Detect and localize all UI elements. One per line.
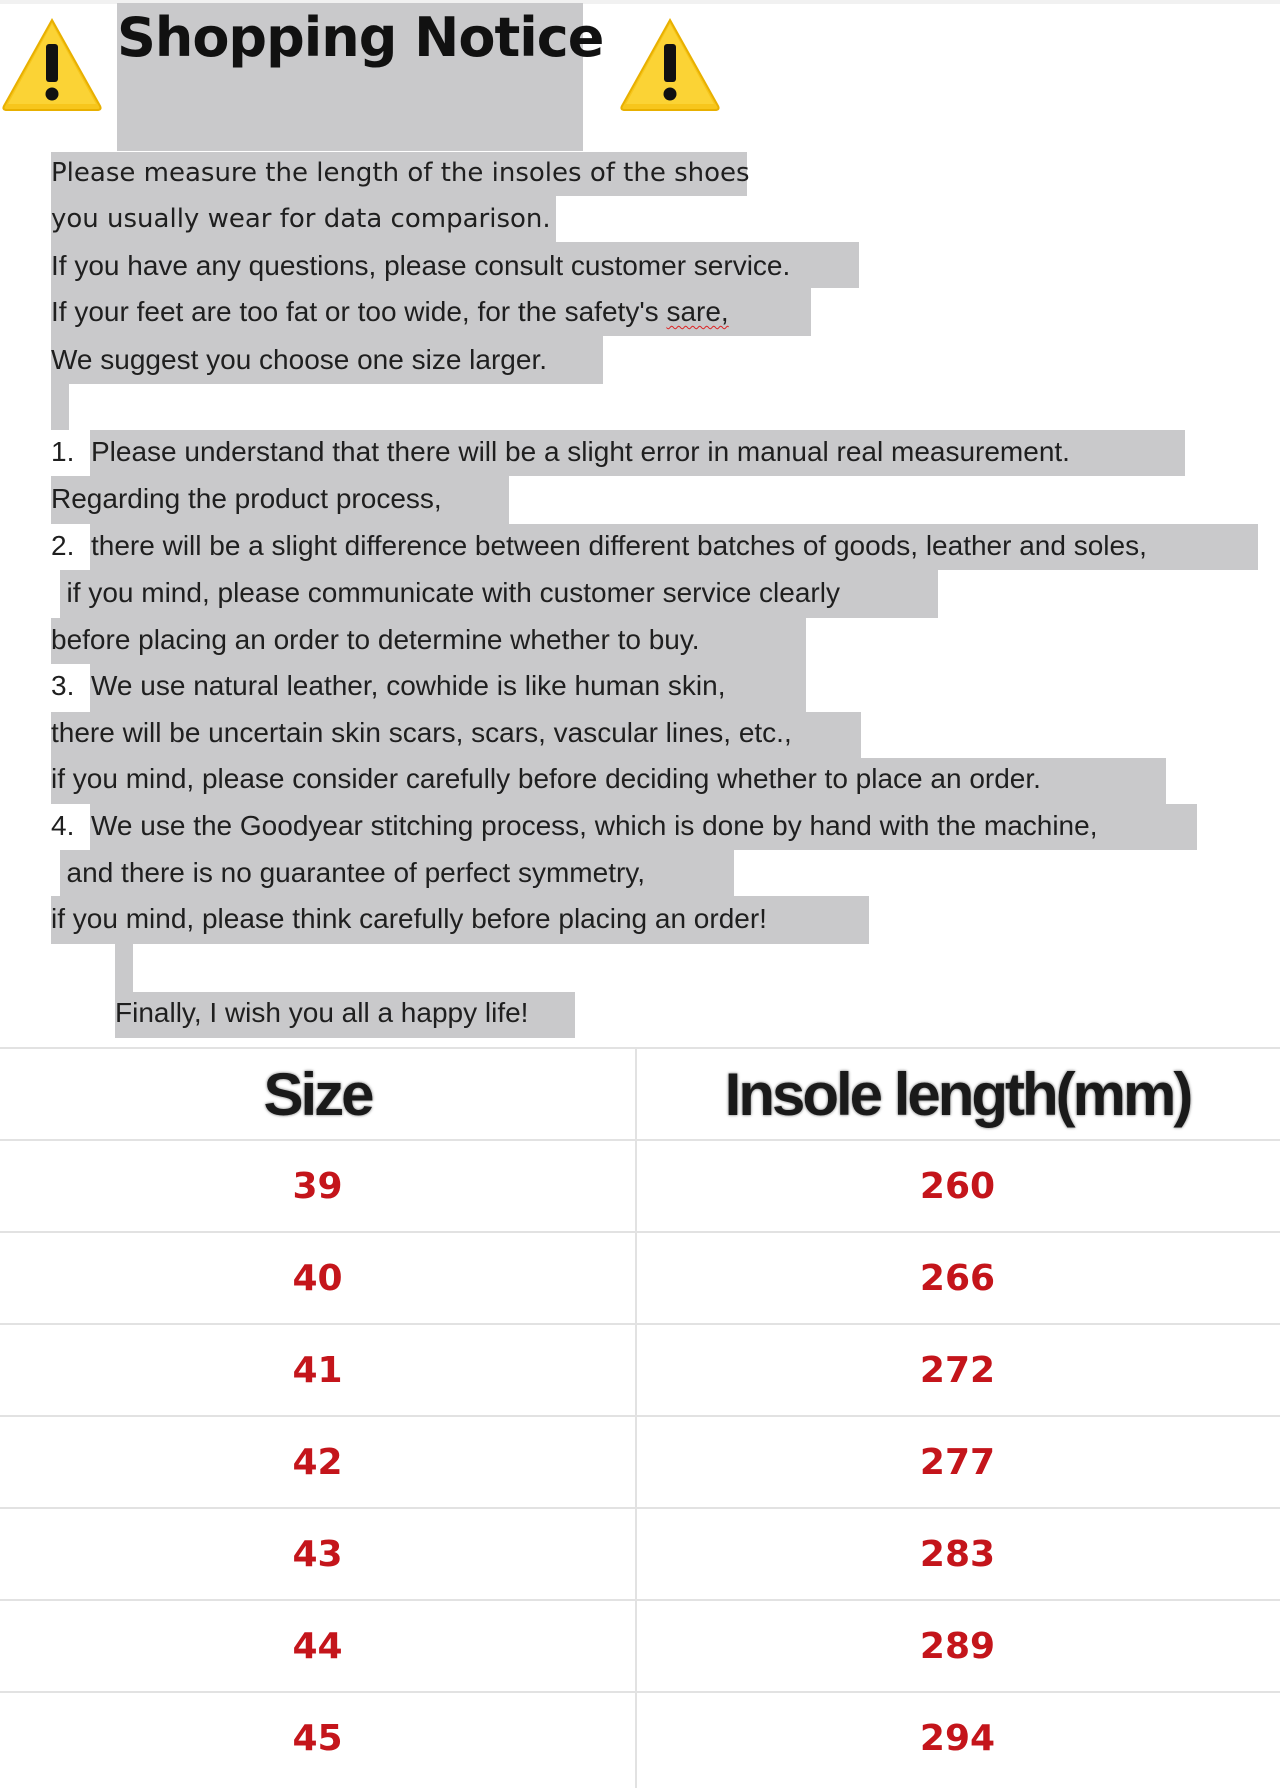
table-row xyxy=(0,1692,1280,1783)
notice-item xyxy=(51,713,792,753)
text-highlight xyxy=(115,944,133,992)
notice-item xyxy=(51,479,442,519)
intro-line: Please measure the length of the insoles of the shoes xyxy=(51,158,750,188)
notice-item xyxy=(51,759,1041,799)
notice-item xyxy=(51,432,1070,472)
insole-length-cell: 266 xyxy=(635,1232,1280,1324)
table-header-row xyxy=(0,1048,1280,1140)
insole-length-cell: 289 xyxy=(635,1600,1280,1692)
table-row xyxy=(0,1324,1280,1416)
text-highlight xyxy=(51,384,69,430)
item-text: if you mind, please communicate with customer service clearly xyxy=(51,577,840,608)
intro-line: If you have any questions, please consult customer service. xyxy=(51,250,791,281)
size-cell: 40 xyxy=(0,1232,635,1324)
table-row xyxy=(0,1508,1280,1600)
intro-line xyxy=(51,292,729,332)
notice-item xyxy=(51,806,1097,846)
intro-line-text: If your feet are too fat or too wide, for the safety's xyxy=(51,296,659,327)
size-cell: 45 xyxy=(0,1692,635,1783)
page-title: Shopping Notice xyxy=(117,6,604,69)
notice-item xyxy=(51,526,1147,566)
notice-item xyxy=(51,620,700,660)
table-row xyxy=(0,1140,1280,1232)
table-row xyxy=(0,1600,1280,1692)
item-text: Please understand that there will be a slight error in manual real measurement. xyxy=(91,436,1070,467)
insole-length-cell: 294 xyxy=(635,1692,1280,1783)
header-insole-length: Insole length(mm) xyxy=(635,1048,1280,1140)
size-cell: 44 xyxy=(0,1600,635,1692)
size-cell: 43 xyxy=(0,1508,635,1600)
warning-triangle-icon xyxy=(618,16,722,112)
insole-length-cell: 277 xyxy=(635,1416,1280,1508)
item-text: and there is no guarantee of perfect symmetry, xyxy=(51,857,646,888)
item-number: 2. xyxy=(51,530,75,561)
notice-item xyxy=(51,666,725,706)
warning-triangle-icon xyxy=(0,16,104,112)
intro-line: We suggest you choose one size larger. xyxy=(51,344,548,375)
notice-item xyxy=(51,899,767,939)
item-text: there will be a slight difference between different batches of goods, leather and soles, xyxy=(91,530,1147,561)
notice-item xyxy=(51,573,840,613)
item-number: 1. xyxy=(51,436,75,467)
item-text: before placing an order to determine whether to buy. xyxy=(51,624,700,655)
header-size: Size xyxy=(0,1048,635,1140)
size-cell: 39 xyxy=(0,1140,635,1232)
item-text: there will be uncertain skin scars, scars, vascular lines, etc., xyxy=(51,717,792,748)
size-cell: 41 xyxy=(0,1324,635,1416)
size-cell: 42 xyxy=(0,1416,635,1508)
item-text: We use the Goodyear stitching process, which is done by hand with the machine, xyxy=(91,810,1098,841)
item-text: We use natural leather, cowhide is like human skin, xyxy=(91,670,726,701)
closing-line: Finally, I wish you all a happy life! xyxy=(115,997,529,1028)
insole-length-cell: 272 xyxy=(635,1324,1280,1416)
table-row xyxy=(0,1416,1280,1508)
size-table xyxy=(0,1047,1280,1783)
item-text: Regarding the product process, xyxy=(51,483,442,514)
insole-length-cell: 260 xyxy=(635,1140,1280,1232)
item-text: if you mind, please think carefully before placing an order! xyxy=(51,903,767,934)
item-number: 4. xyxy=(51,810,75,841)
item-number: 3. xyxy=(51,670,75,701)
table-column-divider xyxy=(635,1047,637,1788)
intro-line: you usually wear for data comparison. xyxy=(51,204,551,234)
insole-length-cell: 283 xyxy=(635,1508,1280,1600)
notice-item xyxy=(51,853,645,893)
misspelled-word: sare, xyxy=(666,296,729,327)
table-row xyxy=(0,1232,1280,1324)
item-text: if you mind, please consider carefully before deciding whether to place an order. xyxy=(51,763,1041,794)
